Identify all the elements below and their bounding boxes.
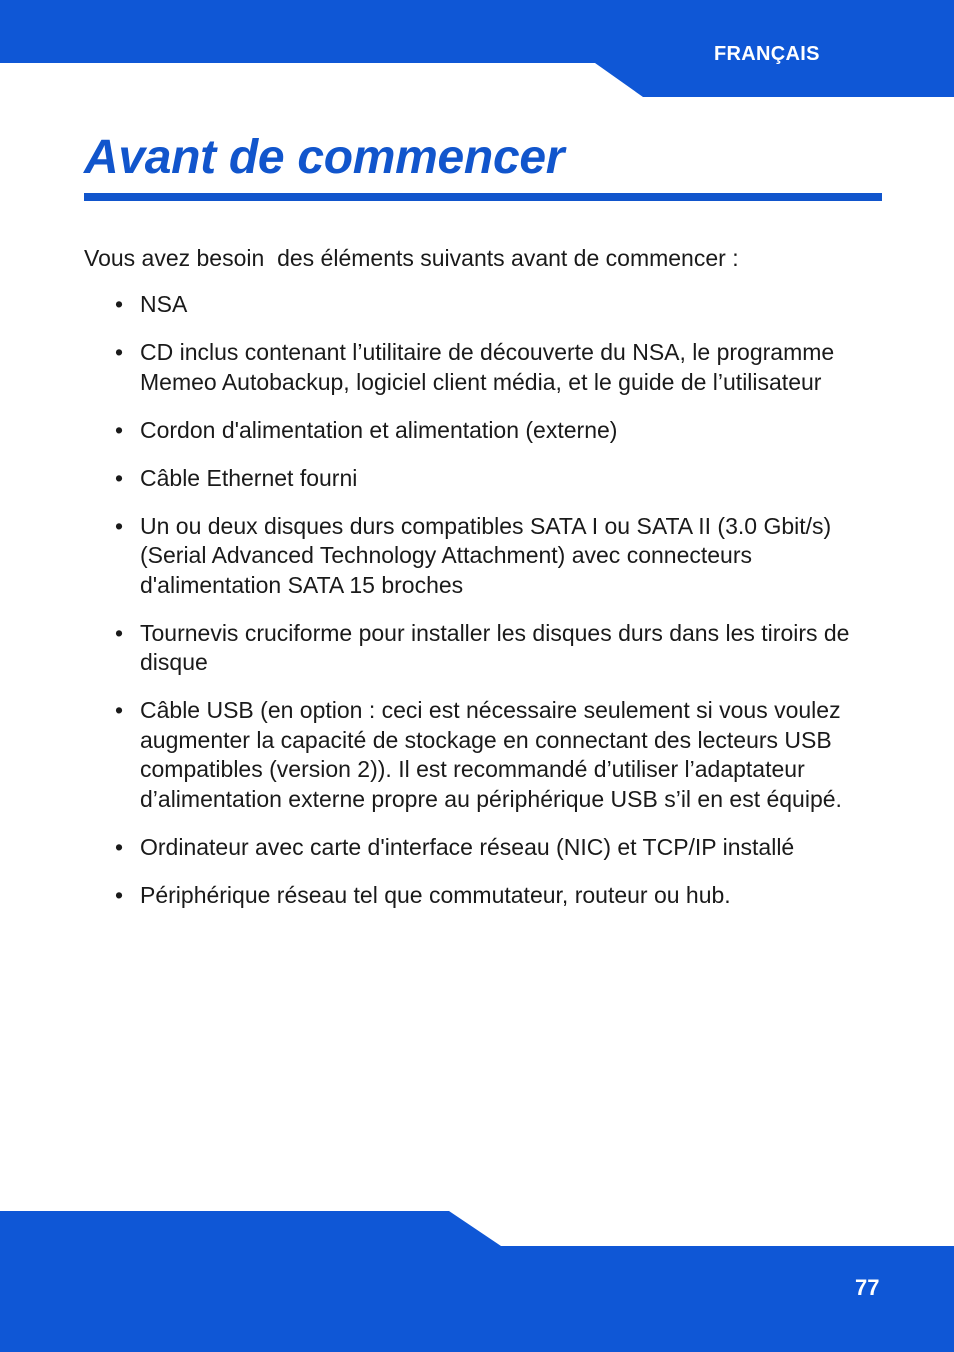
- bullet-icon: •: [115, 512, 124, 539]
- list-item-text: Tournevis cruciforme pour installer les disques durs dans les tiroirs de disque: [140, 619, 850, 675]
- list-item-text: Ordinateur avec carte d'interface réseau (NIC) et TCP/IP installé: [140, 833, 795, 860]
- list-item: [112, 464, 882, 494]
- requirements-list: [112, 290, 882, 929]
- list-item: [112, 338, 882, 397]
- language-label: FRANÇAIS: [714, 43, 820, 65]
- bullet-icon: •: [115, 697, 124, 723]
- bullet-icon: •: [115, 416, 124, 443]
- bullet-icon: •: [115, 464, 124, 491]
- bullet-icon: •: [115, 291, 124, 317]
- list-item-text: NSA: [140, 291, 188, 317]
- title-underline: [84, 193, 882, 201]
- list-item-text: Câble Ethernet fourni: [140, 464, 358, 491]
- list-item: [112, 416, 882, 446]
- list-item: [112, 696, 882, 814]
- intro-paragraph: Vous avez besoin des éléments suivants avant de commencer :: [84, 245, 739, 271]
- bullet-icon: •: [115, 881, 124, 908]
- list-item-text: CD inclus contenant l’utilitaire de découverte du NSA, le programme Memeo Autobackup, logiciel client média, et le guide de l’utilisateur: [140, 339, 835, 395]
- list-item-text: Périphérique réseau tel que commutateur, routeur ou hub.: [140, 881, 731, 908]
- bullet-icon: •: [115, 619, 124, 646]
- list-item: [112, 512, 882, 601]
- list-item: [112, 881, 882, 911]
- list-item: [112, 833, 882, 863]
- list-item-text: Cordon d'alimentation et alimentation (externe): [140, 416, 618, 443]
- list-item-text: Câble USB (en option : ceci est nécessaire seulement si vous voulez augmenter la capacité de stockage en connectant des lecteurs USB compatibles (version 2)). Il est recommandé d’utiliser l’adaptateur d’alimentation externe propre au périphérique USB s’il en est équipé.: [140, 697, 842, 812]
- page-number: 77: [855, 1275, 880, 1300]
- bullet-icon: •: [115, 339, 124, 365]
- list-item: [112, 290, 882, 320]
- bullet-icon: •: [115, 833, 124, 860]
- list-item: [112, 619, 882, 678]
- footer-band-shape: [0, 1211, 954, 1352]
- footer-band: [0, 1211, 954, 1352]
- page-title: Avant de commencer: [84, 131, 565, 184]
- list-item-text: Un ou deux disques durs compatibles SATA I ou SATA II (3.0 Gbit/s) (Serial Advanced Technology Attachment) avec connecteurs d'alimentation SATA 15 broches: [140, 512, 832, 598]
